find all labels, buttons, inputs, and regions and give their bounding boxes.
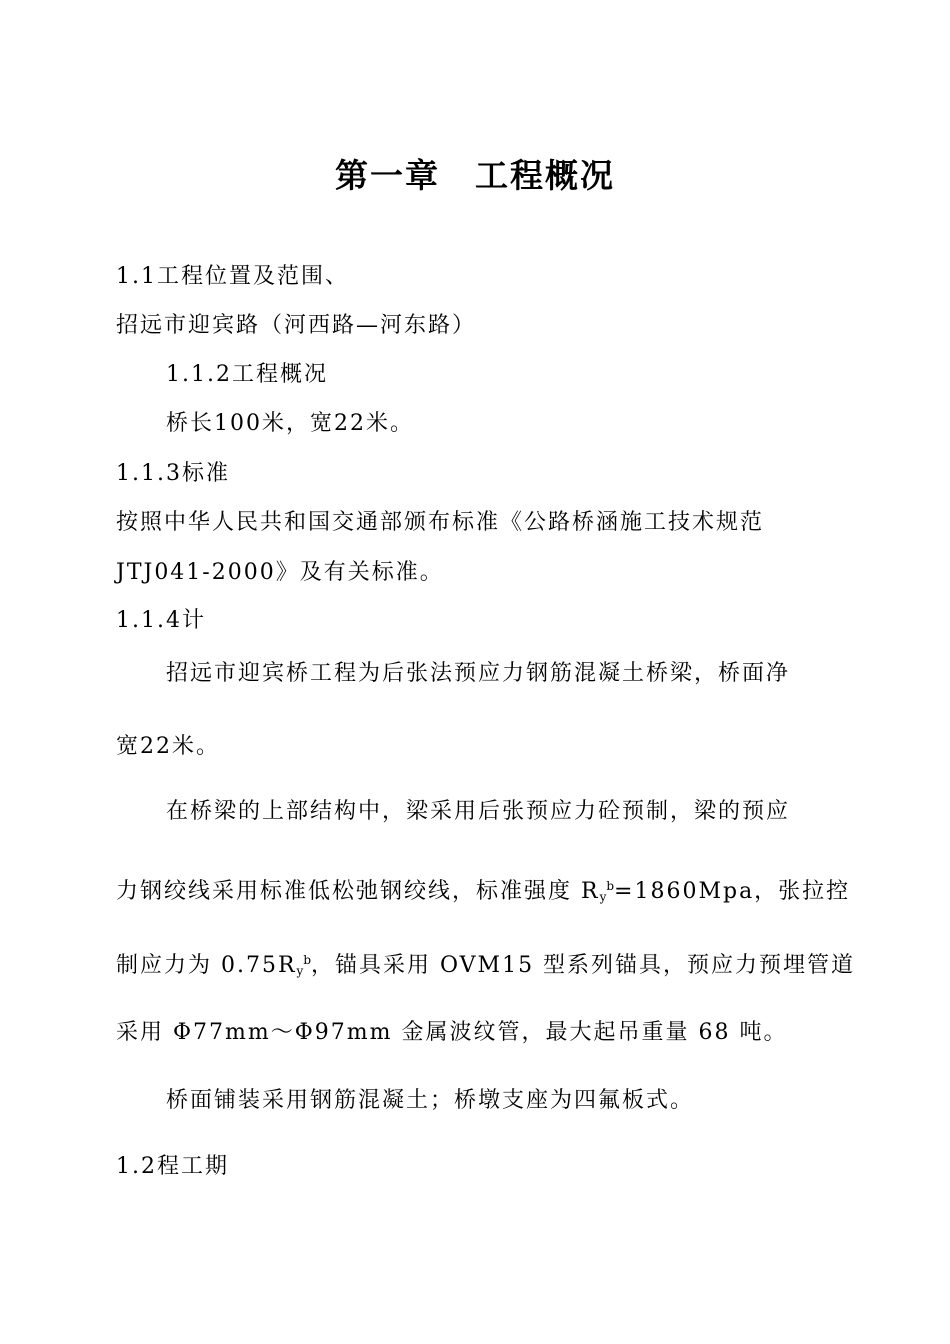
structure-text-line-1: 在桥梁的上部结构中，梁采用后张预应力砼预制，梁的预应 — [166, 799, 791, 824]
section-heading-1-1-3: 1.1.3标准 — [116, 461, 230, 486]
subscript-y: y — [599, 890, 607, 904]
superscript-b: b — [606, 879, 615, 893]
subscript-y: y — [296, 964, 304, 978]
standard-text-line-1: 按照中华人民共和国交通部颁布标准《公路桥涵施工技术规范 — [116, 510, 765, 535]
design-text-line-1: 招远市迎宾桥工程为后张法预应力钢筋混凝土桥梁，桥面净 — [166, 661, 791, 686]
design-text-line-2: 宽22米。 — [116, 734, 220, 759]
deck-text: 桥面铺装采用钢筋混凝土；桥墩支座为四氟板式。 — [166, 1088, 695, 1113]
structure-text-line-3-part-b: ，锚具采用 OVM15 型系列锚具，预应力预埋管道 — [311, 953, 856, 978]
structure-text-line-2-part-b: =1860Mpa，张拉控 — [614, 879, 851, 904]
structure-text-line-2 — [116, 871, 850, 912]
section-heading-1-1: 1.1工程位置及范围、 — [116, 264, 349, 289]
standard-text-line-2: JTJ041-2000》及有关标准。 — [116, 560, 444, 585]
structure-text-line-4: 采用 Φ77mm～Φ97mm 金属波纹管，最大起吊重量 68 吨。 — [116, 1020, 788, 1045]
page-title: 第一章 工程概况 — [335, 156, 615, 195]
location-text: 招远市迎宾路（河西路—河东路） — [116, 313, 477, 338]
structure-text-line-2-part-a: 力钢绞线采用标准低松弛钢绞线，标准强度 R — [116, 879, 600, 904]
section-heading-1-1-2: 1.1.2工程概况 — [166, 362, 328, 387]
bridge-size-text: 桥长100米，宽22米。 — [166, 411, 414, 436]
section-heading-1-1-4: 1.1.4计 — [116, 608, 206, 633]
structure-text-line-3-part-a: 制应力为 0.75R — [116, 953, 297, 978]
section-heading-1-2: 1.2程工期 — [116, 1154, 229, 1179]
structure-text-line-3 — [116, 945, 855, 986]
superscript-b: b — [303, 953, 312, 967]
